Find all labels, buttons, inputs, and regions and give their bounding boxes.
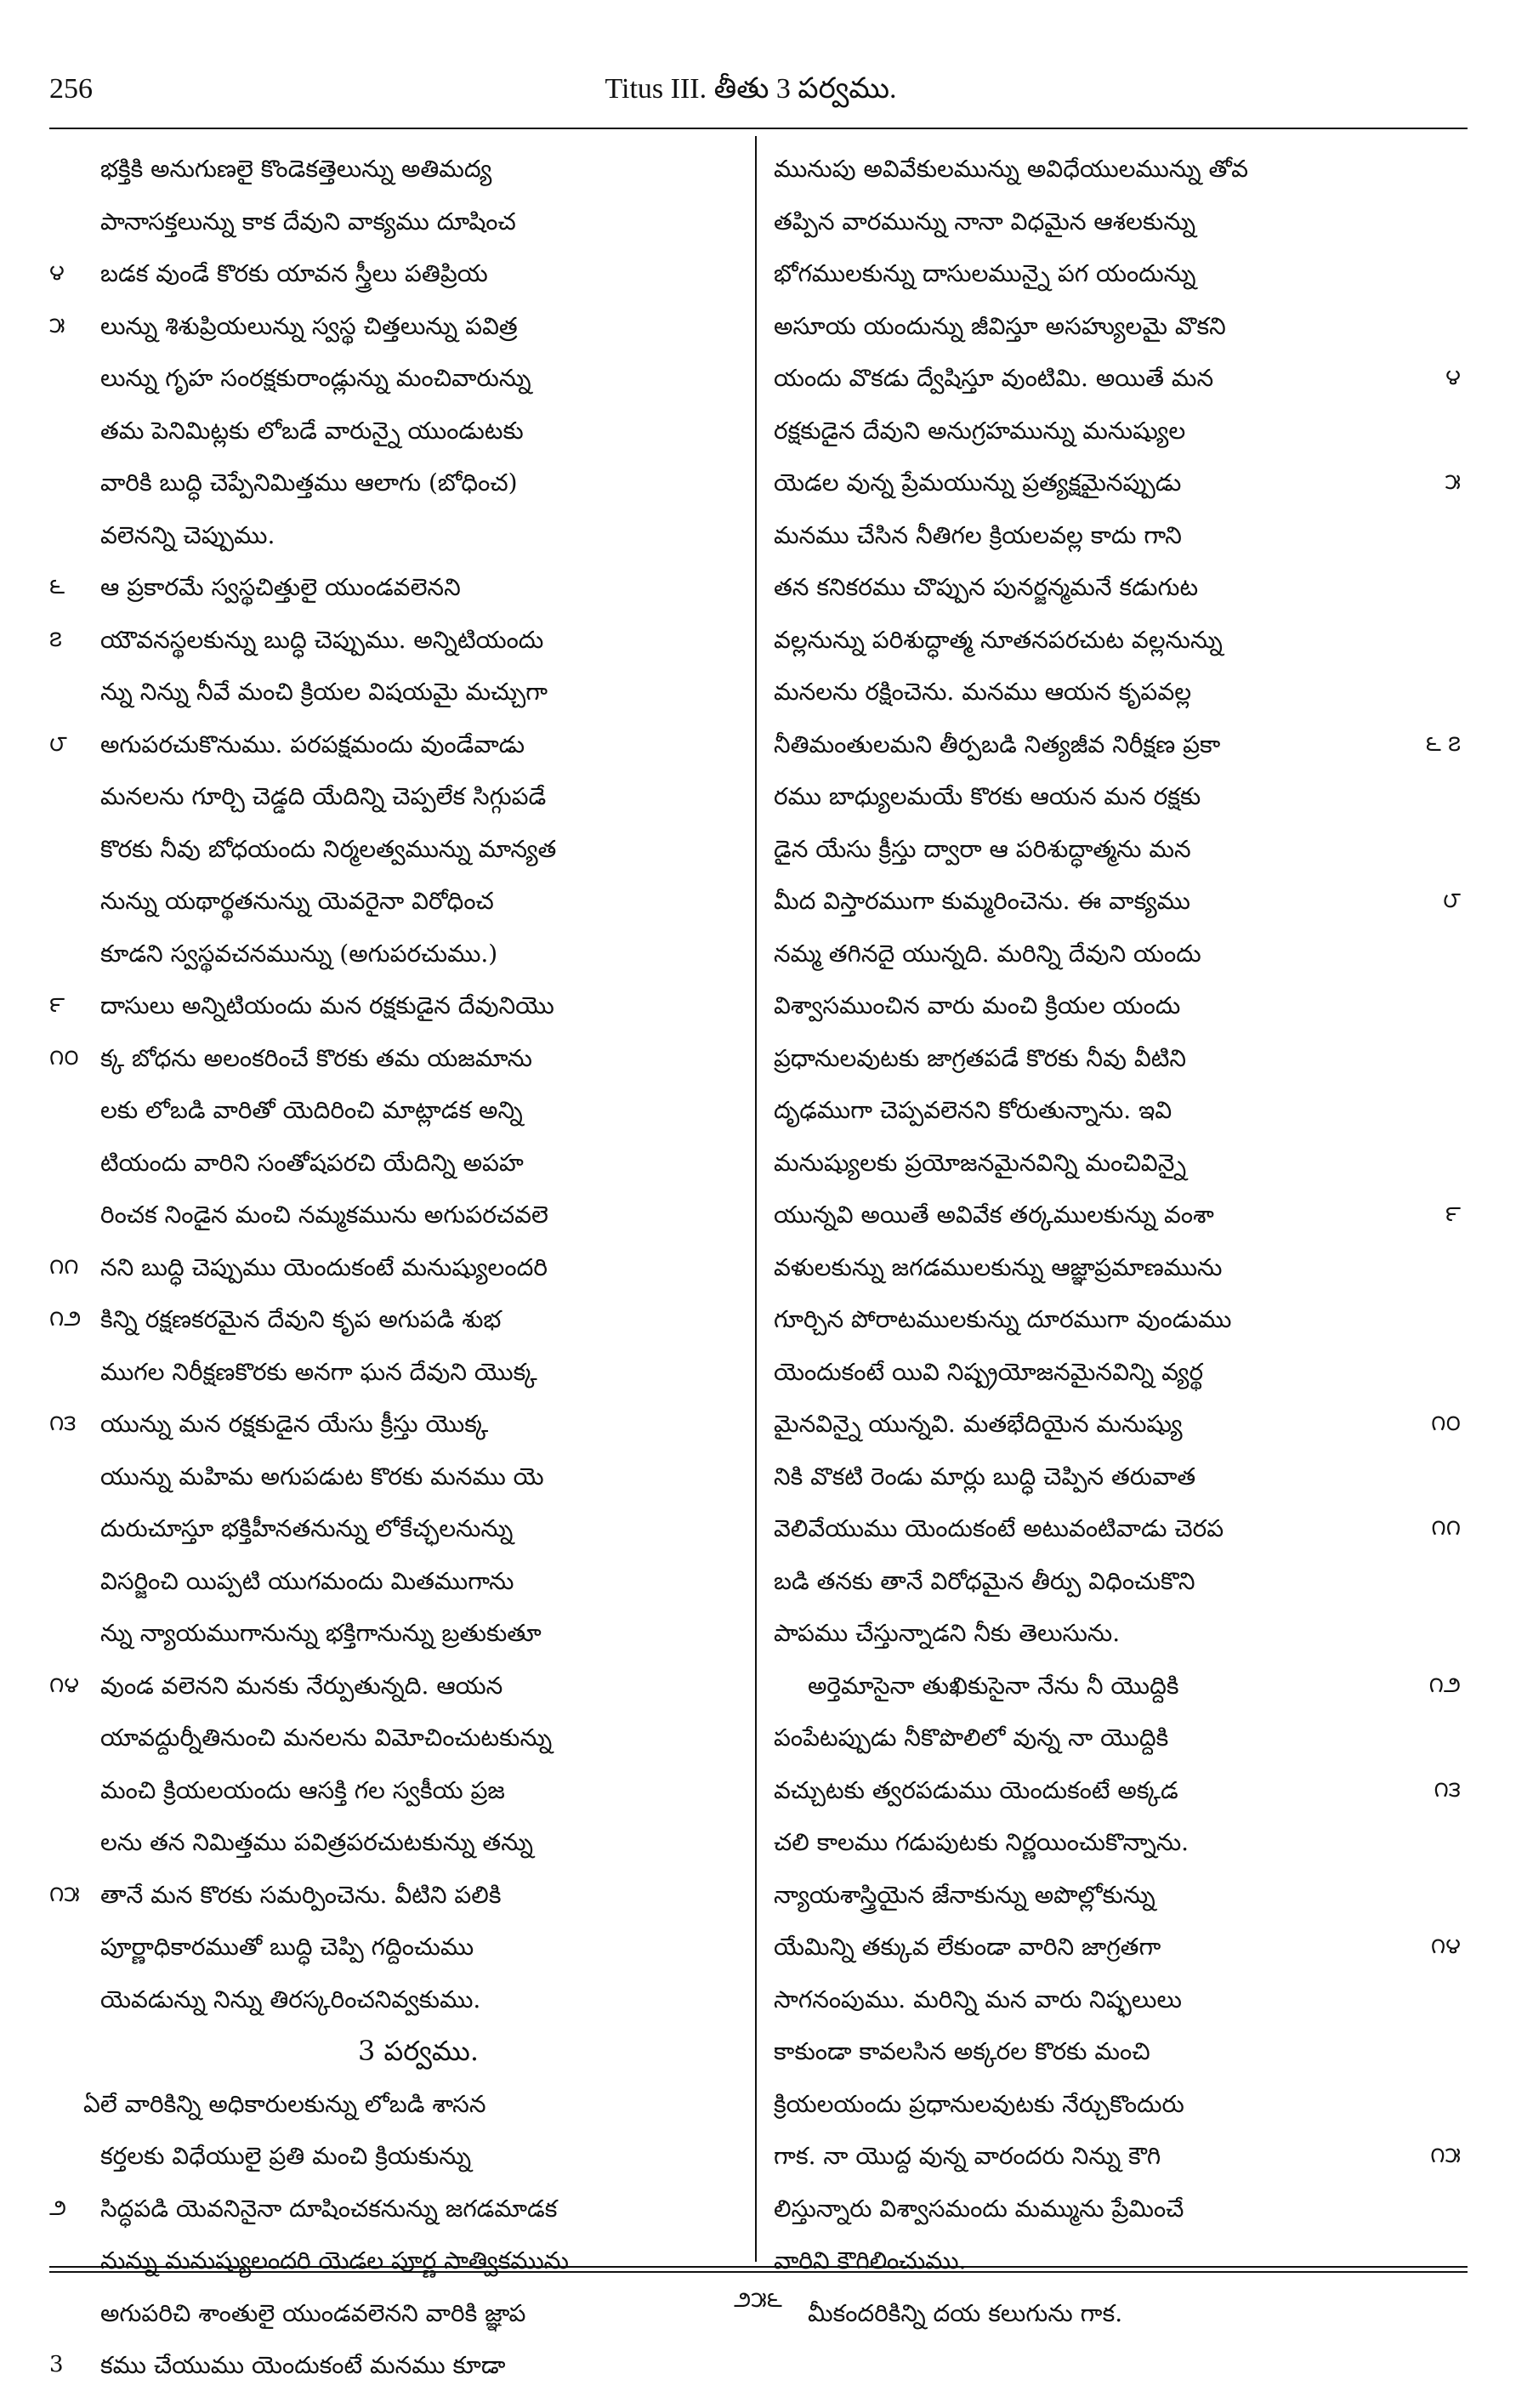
text-line	[49, 928, 736, 980]
text-line	[774, 1398, 1461, 1451]
text-line	[774, 1032, 1461, 1085]
line-text: క్క బోధను అలంకరించే కొరకు తమ యజమాను	[100, 1043, 532, 1072]
text-line	[774, 875, 1461, 928]
verse-number: ౧౧	[49, 1253, 79, 1280]
line-text: పంపేటప్పుడు నీకొపొలిలో వున్న నా యొద్దికి	[774, 1724, 1169, 1752]
line-text: దృఢముగా చెప్పవలెనని కోరుతున్నాను. ఇవి	[774, 1096, 1172, 1124]
text-line	[774, 2235, 1461, 2287]
text-line	[774, 614, 1461, 667]
header-rule	[49, 128, 1468, 129]
line-text: విశ్వాసముంచిన వారు మంచి క్రియల యందు	[774, 991, 1181, 1019]
line-text: నున్ను యథార్థతనున్ను యెవరైనా విరోధించ	[100, 887, 494, 915]
text-line	[774, 509, 1461, 562]
verse-number: ౧౫	[49, 1881, 80, 1907]
line-text: యున్ను మహిమ అగుపడుట కొరకు మనము యె	[100, 1462, 544, 1491]
text-line	[49, 1712, 736, 1764]
verse-number: ౭	[49, 626, 62, 652]
text-line	[49, 457, 736, 509]
text-line	[774, 1974, 1461, 2026]
line-text: యెందుకంటే యివి నిష్ప్రయోజనమైనవిన్ని వ్యర్థ	[774, 1357, 1204, 1386]
line-text: రము బాధ్యులమయే కొరకు ఆయన మన రక్షకు	[774, 782, 1201, 810]
verse-number: ౧౩	[1434, 1776, 1461, 1803]
line-text: పూర్ణాధికారముతో బుద్ధి చెప్పి గద్దించుము	[100, 1933, 474, 1961]
text-line	[774, 1764, 1461, 1817]
verse-number: ౮	[1443, 888, 1461, 913]
line-text: గాక. నా యొద్ద వున్న వారందరు నిన్ను కౌగి	[774, 2142, 1161, 2170]
line-text: వల్లనున్ను పరిశుద్ధాత్మ నూతనపరచుట వల్లనున్ను	[774, 625, 1223, 654]
text-line	[774, 2025, 1461, 2078]
line-text: భోగములకున్ను దాసులమున్నై పగ యందున్ను	[774, 259, 1196, 287]
line-text: తమ పెనిమిట్లకు లోబడే వారున్నై యుండుటకు	[100, 416, 524, 445]
line-text: కొరకు నీవు బోధయందు నిర్మలత్వమున్ను మాన్యత	[100, 834, 557, 863]
verse-number: ౧౪	[1430, 1934, 1461, 1959]
text-line	[774, 980, 1461, 1032]
text-line	[49, 1607, 736, 1660]
line-text: భక్తికి అనుగుణలై కొండెకత్తెలున్ను అతిమద్య	[100, 155, 492, 183]
chapter-heading	[49, 2025, 736, 2078]
text-line	[49, 718, 736, 771]
text-line	[774, 1502, 1461, 1555]
verse-number: ౮	[49, 730, 67, 757]
line-text: కిన్ని రక్షణకరమైన దేవుని కృప అగుపడి శుభ	[100, 1305, 502, 1333]
verse-number: ౧౨	[49, 1306, 82, 1332]
line-text: యెడల వున్న ప్రేమయున్ను ప్రత్యక్షమైనప్పుడు	[774, 469, 1182, 497]
line-text: వలెనన్ని చెప్పుము.	[100, 520, 275, 549]
verse-number: ౬	[49, 574, 65, 599]
line-text: సిద్ధపడి యెవనినైనా దూషించకనున్ను జగడమాడక	[100, 2194, 558, 2223]
text-line	[49, 1346, 736, 1399]
text-line	[49, 875, 736, 928]
line-text: చలి కాలము గడుపుటకు నిర్ణయించుకొన్నాను.	[774, 1828, 1190, 1856]
right-column	[774, 143, 1461, 2327]
line-text: వచ్చుటకు త్వరపడుము యెందుకంటే అక్కడ	[774, 1775, 1178, 1804]
line-text: విసర్జించి యిప్పటి యుగమందు మితముగాను	[100, 1566, 514, 1595]
verse-number: ౧౪	[49, 1672, 80, 1698]
line-text: మనము చేసిన నీతిగల క్రియలవల్ల కాదు గాని	[774, 520, 1182, 549]
text-line	[49, 1921, 736, 1974]
line-text: ప్రధానులవుటకు జాగ్రతపడే కొరకు నీవు వీటిని	[774, 1043, 1187, 1072]
line-text: టియందు వారిని సంతోషపరచి యేదిన్ని అపహ	[100, 1148, 524, 1177]
verse-number: ౧౧	[1431, 1515, 1461, 1541]
line-text: గూర్చిన పోరాటములకున్ను దూరముగా వుండుము	[774, 1305, 1232, 1333]
line-text: దాసులు అన్నిటియందు మన రక్షకుడైన దేవునియొ	[100, 991, 554, 1019]
line-text: దురుచూస్తూ భక్తిహీనతనున్ను లోకేచ్ఛలనున్ను	[100, 1514, 514, 1542]
line-text: అసూయ యందున్ను జీవిస్తూ అసహ్యులమై వొకని	[774, 311, 1226, 340]
text-line	[774, 1660, 1461, 1712]
line-text: నికి వొకటి రెండు మార్లు బుద్ధి చెప్పిన తరువాత	[774, 1462, 1196, 1491]
verse-number: ౧౨	[1428, 1672, 1461, 1698]
text-line	[774, 1241, 1461, 1294]
verse-number: ౪	[1445, 365, 1461, 390]
text-line	[49, 509, 736, 562]
line-text: కము చేయుము యెందుకంటే మనము కూడా	[100, 2351, 506, 2379]
line-text: వారికి బుద్ధి చెప్పేనిమిత్తము ఆలాగు (బోధించ)	[100, 469, 518, 497]
left-column	[49, 143, 736, 2379]
line-text: డైన యేసు క్రీస్తు ద్వారా ఆ పరిశుద్ధాత్మను మన	[774, 834, 1191, 863]
line-text: మీద విస్తారముగా కుమ్మరించెను. ఈ వాక్యము	[774, 887, 1190, 915]
text-line	[49, 1660, 736, 1712]
line-text: మీకందరికిన్ని దయ కలుగును గాక.	[808, 2298, 1123, 2327]
line-text: వెలివేయుము యెందుకంటే అటువంటివాడు చెరప	[774, 1514, 1224, 1542]
text-line	[49, 1869, 736, 1922]
verse-number: ౧౩	[49, 1411, 77, 1436]
verse-number: ౯	[1445, 1201, 1461, 1227]
line-text: రించక నిండైన మంచి నమ్మకమును అగుపరచవలె	[100, 1201, 548, 1229]
line-text: మనలను రక్షించెను. మనము ఆయన కృపవల్ల	[774, 678, 1192, 706]
text-line	[774, 2078, 1461, 2131]
line-text: యౌవనస్థలకున్ను బుద్ధి చెప్పుము. అన్నిటియందు	[100, 625, 544, 654]
text-line	[774, 1555, 1461, 1608]
verse-number: ౫	[49, 312, 65, 338]
line-text: లకు లోబడి వారితో యెదిరించి మాట్లాడక అన్ని	[100, 1096, 523, 1124]
line-text: లిస్తున్నారు విశ్వాసమందు మమ్మును ప్రేమించే	[774, 2194, 1184, 2223]
text-line	[774, 247, 1461, 300]
text-line	[774, 1451, 1461, 1503]
text-line	[774, 1869, 1461, 1922]
line-text: లున్ను గృహ సంరక్షకురాండ్లున్ను మంచివారున్ను	[100, 364, 531, 392]
running-title: Titus III. తీతు 3 పర్వము.	[605, 73, 897, 105]
line-text: తన కనికరము చొప్పున పునర్జన్మమనే కడుగుట	[774, 573, 1199, 601]
page-header	[49, 68, 1452, 128]
line-text: యేమిన్ని తక్కువ లేకుండా వారిని జాగ్రతగా	[774, 1933, 1161, 1961]
line-text: కాకుండా కావలసిన అక్కరల కొరకు మంచి	[774, 2037, 1150, 2065]
verse-number: ౧౦	[1431, 1411, 1461, 1436]
line-text: వారిని కౌగిలించుము.	[774, 2246, 967, 2275]
verse-number: 3	[49, 2352, 64, 2377]
text-line	[49, 1241, 736, 1294]
text-line	[49, 1451, 736, 1503]
line-text: కూడని స్వస్థవచనమున్ను (అగుపరచుము.)	[100, 939, 498, 968]
text-line	[49, 300, 736, 353]
verse-number: ౫	[1445, 469, 1461, 495]
text-line	[49, 143, 736, 196]
text-line	[774, 1293, 1461, 1346]
text-line	[49, 196, 736, 248]
line-text: నని బుద్ధి చెప్పుము యెందుకంటే మనుష్యులందరి	[100, 1252, 548, 1281]
text-line	[49, 1398, 736, 1451]
text-line	[774, 561, 1461, 614]
text-line	[49, 1764, 736, 1817]
text-line	[774, 405, 1461, 457]
verse-number: ౧౦	[49, 1044, 79, 1071]
text-line	[774, 823, 1461, 876]
text-line	[774, 1346, 1461, 1399]
line-text: మనుష్యులకు ప్రయోజనమైనవిన్ని మంచివిన్నై	[774, 1148, 1186, 1177]
text-line	[49, 2078, 736, 2131]
text-line	[49, 1502, 736, 1555]
text-line	[774, 928, 1461, 980]
text-line	[774, 2183, 1461, 2235]
signature-mark: ౨౫౬	[734, 2287, 782, 2313]
text-line	[49, 2183, 736, 2235]
line-text: ఏలే వారికిన్ని అధికారులకున్ను లోబడి శాసన	[83, 2089, 486, 2118]
line-text: న్యాయశాస్త్రియైన జేనాకున్ను అపొల్లోకున్ను	[774, 1880, 1155, 1909]
text-line	[49, 1189, 736, 1241]
text-line	[774, 2130, 1461, 2183]
line-text: మంచి క్రియలయందు ఆసక్తి గల స్వకీయ ప్రజ	[100, 1775, 505, 1804]
text-line	[49, 405, 736, 457]
line-text: బడి తనకు తానే విరోధమైన తీర్పు విధించుకొని	[774, 1566, 1195, 1595]
text-line	[49, 823, 736, 876]
verse-number: ౧౫	[1430, 2143, 1461, 2168]
line-text: మైనవిన్నై యున్నవి. మతభేదియైన మనుష్యు	[774, 1410, 1183, 1438]
text-line	[49, 1084, 736, 1137]
line-text: న్ను నిన్ను నీవే మంచి క్రియల విషయమై మచ్చుగా	[100, 678, 548, 706]
text-line	[49, 770, 736, 823]
line-text: యందు వొకడు ద్వేషిస్తూ వుంటిమి. అయితే మన	[774, 364, 1214, 392]
text-line	[49, 352, 736, 405]
text-line	[49, 1137, 736, 1190]
text-line	[49, 561, 736, 614]
line-text: యున్నవి అయితే అవివేక తర్కములకున్ను వంశా	[774, 1201, 1214, 1229]
line-text: నమ్మ తగినదై యున్నది. మరిన్ని దేవుని యందు	[774, 939, 1201, 968]
text-line	[49, 1816, 736, 1869]
line-text: యున్ను మన రక్షకుడైన యేసు క్రీస్తు యొక్క	[100, 1410, 489, 1438]
page-number: 256	[49, 73, 93, 105]
line-text: ముగల నిరీక్షణకొరకు అనగా ఘన దేవుని యొక్క	[100, 1357, 537, 1386]
line-text: లను తన నిమిత్తము పవిత్రపరచుటకున్ను తన్ను	[100, 1828, 533, 1856]
text-line	[774, 1137, 1461, 1190]
line-text: కర్తలకు విధేయులై ప్రతి మంచి క్రియకున్ను	[100, 2142, 472, 2170]
verse-number: ౬ ౭	[1425, 730, 1461, 757]
line-text: మునుపు అవివేకులమున్ను అవిధేయులమున్ను తోవ	[774, 155, 1249, 183]
verse-number: ౨	[49, 2195, 67, 2221]
text-line	[49, 980, 736, 1032]
text-line	[49, 1974, 736, 2026]
text-line	[774, 143, 1461, 196]
line-text: పానాసక్తలున్ను కాక దేవుని వాక్యము దూషించ	[100, 207, 516, 236]
text-line	[774, 300, 1461, 353]
verse-number: ౯	[49, 992, 65, 1018]
text-line	[774, 196, 1461, 248]
line-text: రక్షకుడైన దేవుని అనుగ్రహమున్ను మనుష్యుల	[774, 416, 1186, 445]
line-text: బడక వుండే కొరకు యావన స్త్రీలు పతిప్రియ	[100, 259, 488, 287]
text-line	[774, 1921, 1461, 1974]
line-text: తప్పిన వారమున్ను నానా విధమైన ఆశలకున్ను	[774, 207, 1196, 236]
line-text: యెవడున్ను నిన్ను తిరస్కరించనివ్వకుము.	[100, 1985, 481, 2013]
line-text: నున్ను మనుష్యులందరి యెడల పూర్ణ సాత్వికమును	[100, 2246, 569, 2275]
text-line	[49, 2235, 736, 2287]
line-text: ఆ ప్రకారమే స్వస్థచిత్తులై యుండవలెనని	[100, 573, 461, 601]
line-text: మనలను గూర్చి చెడ్డది యేదిన్ని చెప్పలేక సిగ్గుపడే	[100, 782, 547, 810]
line-text: అగుపరచుకొనుము. పరపక్షమందు వుండేవాడు	[100, 730, 525, 758]
line-text: పాపము చేస్తున్నాడని నీకు తెలుసును.	[774, 1619, 1121, 1647]
text-line	[774, 1084, 1461, 1137]
text-line	[774, 1189, 1461, 1241]
text-line	[49, 2130, 736, 2183]
text-line	[774, 457, 1461, 509]
line-text: న్ను న్యాయముగానున్ను భక్తిగానున్ను బ్రతుకుతూ	[100, 1619, 542, 1647]
line-text: నీతిమంతులమని తీర్పబడి నిత్యజీవ నిరీక్షణ ప్రకా	[774, 730, 1221, 758]
text-line	[49, 1032, 736, 1085]
line-text: తానే మన కొరకు సమర్పించెను. వీటిని పలికి	[100, 1880, 502, 1909]
line-text: లున్ను శిశుప్రియలున్ను స్వస్థ చిత్తలున్ను పవిత్ర	[100, 311, 518, 340]
line-text: 3 పర్వము.	[357, 2035, 479, 2067]
text-line	[774, 352, 1461, 405]
text-line	[49, 666, 736, 718]
text-line	[774, 1607, 1461, 1660]
text-line	[49, 1555, 736, 1608]
line-text: వుండ వలెనని మనకు నేర్పుతున్నది. ఆయన	[100, 1671, 503, 1700]
line-text: అగుపరిచి శాంతులై యుండవలెనని వారికి జ్ఞాప	[100, 2298, 526, 2327]
text-line	[774, 1816, 1461, 1869]
text-line	[774, 666, 1461, 718]
text-line	[49, 1293, 736, 1346]
text-line	[49, 614, 736, 667]
verse-number: ౪	[49, 260, 65, 286]
text-line	[49, 247, 736, 300]
text-line	[774, 770, 1461, 823]
text-line	[774, 1712, 1461, 1764]
text-line	[49, 2339, 736, 2392]
text-line	[774, 718, 1461, 771]
line-text: అర్తెమాసైనా తుఖికుసైనా నేను నీ యొద్దికి	[808, 1671, 1179, 1700]
line-text: వళులకున్ను జగడములకున్ను ఆజ్ఞాప్రమాణమును	[774, 1252, 1223, 1281]
line-text: సాగనంపుము. మరిన్ని మన వారు నిష్ఫలులు	[774, 1985, 1182, 2013]
line-text: క్రియలయందు ప్రధానులవుటకు నేర్చుకొందురు	[774, 2089, 1184, 2118]
line-text: యావద్దుర్నీతినుంచి మనలను విమోచించుటకున్ను	[100, 1724, 553, 1752]
column-divider	[755, 136, 757, 2262]
